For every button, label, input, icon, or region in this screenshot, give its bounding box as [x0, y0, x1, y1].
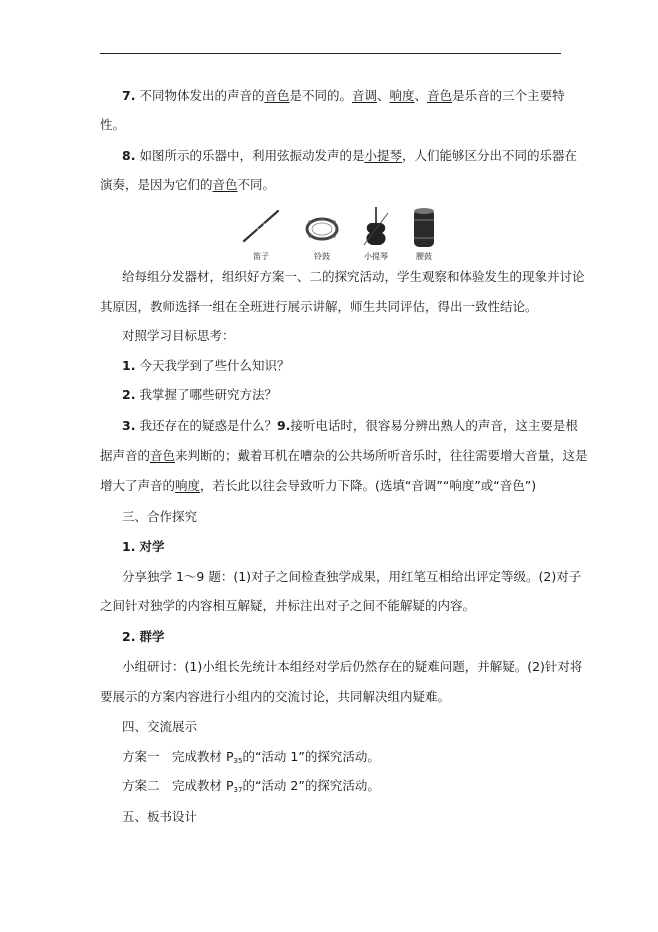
page-subscript: 35 — [233, 757, 243, 765]
instruments-illustration — [238, 205, 442, 251]
answer-blank: 音色 — [264, 88, 290, 103]
activity-paragraph-line1: 给每组分发器材，组织好方案一、二的探究活动，学生观察和体验发生的现象并讨论 — [122, 269, 585, 284]
activity-paragraph-line2: 其原因，教师选择一组在全班进行展示讲解，师生共同评估，得出一致性结论。 — [100, 299, 538, 314]
heading: 对学 — [139, 539, 165, 554]
text: ，人们能够区分出不同的乐器在 — [401, 148, 577, 163]
item-number: 2. — [122, 629, 136, 644]
group-study-line2: 要展示的方案内容进行小组内的交流讨论，共同解决组内疑难。 — [100, 689, 451, 704]
answer-blank: 音色 — [212, 177, 238, 192]
group-study-line1: 小组研讨：(1)小组长先统计本组经对学后仍然存在的疑难问题，并解疑。(2)针对将 — [122, 659, 583, 674]
question-7-line1 — [100, 81, 565, 110]
reflect-item-2 — [100, 380, 561, 409]
answer-blank: 小提琴 — [364, 148, 402, 163]
violin-icon — [364, 207, 388, 245]
pair-study-line1: 分享独学 1～9 题：(1)对子之间检查独学成果，用红笔互相给出评定等级。(2)对子 — [122, 569, 582, 584]
text: 、 — [377, 88, 390, 103]
question-number: 7. — [122, 88, 136, 103]
section-3-title: 三、合作探究 — [122, 509, 198, 524]
question-9-line3 — [100, 471, 561, 500]
text: 是不同的。 — [289, 88, 352, 103]
text: 增大了声音的 — [100, 478, 176, 493]
item-number: 1. — [122, 539, 136, 554]
text: 我还存在的疑惑是什么？ — [139, 418, 277, 433]
text: 据声音的 — [100, 448, 151, 463]
caption-violin: 小提琴 — [364, 252, 388, 261]
flute-icon — [244, 211, 278, 241]
text: 演奏，是因为它们的 — [100, 177, 213, 192]
question-9-line2 — [100, 441, 588, 470]
answer-blank: 音色 — [427, 88, 453, 103]
question-8-line2 — [100, 170, 561, 199]
caption-tambourine: 铃鼓 — [314, 252, 330, 261]
text: 的“活动 2”的探究活动。 — [242, 778, 380, 793]
text: 来判断的；戴着耳机在嘈杂的公共场所听音乐时，往往需要增大音量，这是 — [175, 448, 588, 463]
text: ，若长此以往会导致听力下降。(选填“音调”“响度”或“音色”) — [200, 478, 537, 493]
item-number: 3. — [122, 418, 136, 433]
text: 、 — [414, 88, 428, 103]
answer-blank: 响度 — [175, 478, 201, 493]
waist-drum-icon — [414, 208, 434, 247]
reflect-item-3 — [100, 411, 578, 440]
section-3-item-1 — [100, 532, 561, 561]
question-7-line2: 性。 — [100, 117, 126, 132]
text: 方案一 完成教材 P — [122, 749, 234, 764]
text: 如图所示的乐器中，利用弦振动发声的是 — [139, 148, 365, 163]
section-3-item-2 — [100, 622, 561, 651]
reflect-item-1 — [100, 351, 561, 380]
reflect-title: 对照学习目标思考： — [122, 328, 235, 343]
section-4-title: 四、交流展示 — [122, 719, 198, 734]
question-number: 9. — [276, 418, 291, 433]
caption-flute: 笛子 — [253, 252, 269, 261]
page-subscript: 37 — [233, 786, 243, 794]
heading: 群学 — [139, 629, 165, 644]
section-5-title: 五、板书设计 — [122, 809, 198, 824]
text: 是乐音的三个主要特 — [452, 88, 565, 103]
item-number: 2. — [122, 387, 136, 402]
question-number: 8. — [122, 148, 136, 163]
caption-waist-drum: 腰鼓 — [416, 252, 432, 261]
answer-blank: 响度 — [389, 88, 415, 103]
pair-study-line2: 之间针对独学的内容相互解疑，并标注出对子之间不能解疑的内容。 — [100, 598, 476, 613]
text: 方案二 完成教材 P — [122, 778, 234, 793]
answer-blank: 音调 — [351, 88, 377, 103]
header-rule — [100, 53, 561, 54]
text: 接听电话时，很容易分辨出熟人的声音，这主要是根 — [290, 418, 578, 433]
tambourine-icon — [307, 217, 337, 239]
text: 今天我学到了些什么知识？ — [139, 358, 290, 373]
text: 不同物体发出的声音的 — [139, 88, 265, 103]
text: 的“活动 1”的探究活动。 — [242, 749, 380, 764]
plan-2 — [100, 771, 561, 805]
answer-blank: 音色 — [150, 448, 176, 463]
text: 我掌握了哪些研究方法？ — [139, 387, 277, 402]
instruments-figure — [238, 205, 442, 263]
item-number: 1. — [122, 358, 136, 373]
question-8-line1 — [100, 141, 577, 170]
text: 不同。 — [237, 177, 276, 192]
